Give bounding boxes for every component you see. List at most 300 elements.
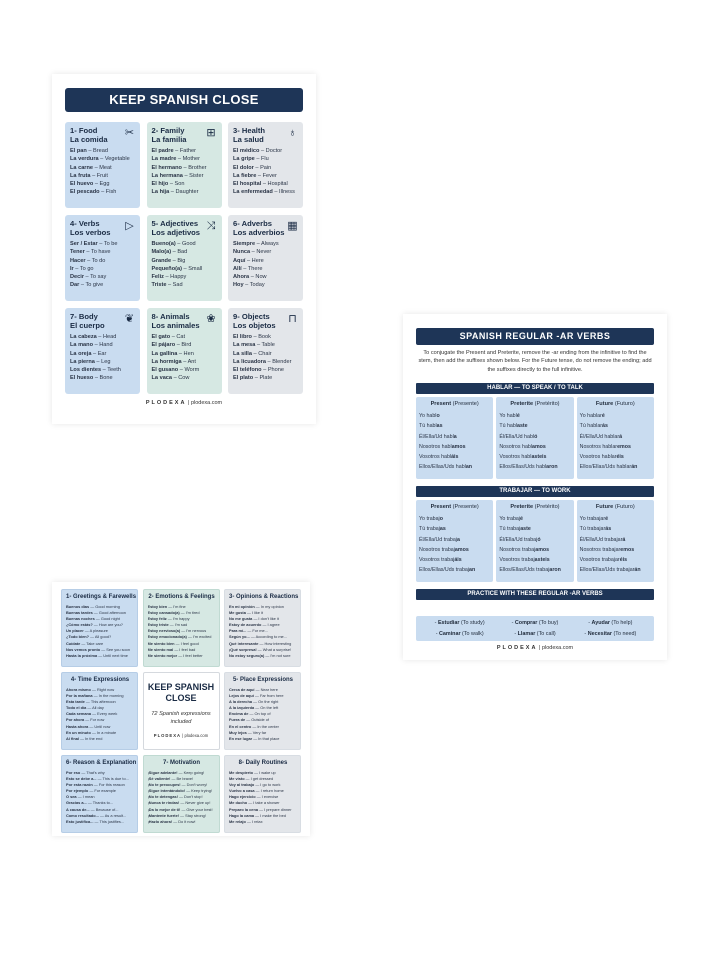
separator: — xyxy=(84,717,91,723)
separator: – xyxy=(181,164,189,171)
translation: Because of... xyxy=(95,806,119,812)
separator: – xyxy=(168,181,175,188)
card-title-en: 9- Objects xyxy=(233,312,270,321)
term: El hijo xyxy=(151,181,169,188)
vocab-row xyxy=(70,333,136,341)
translation: I mean xyxy=(82,794,95,800)
translation: Doctor xyxy=(265,148,283,154)
vocab-row xyxy=(152,248,218,256)
term: Hoy xyxy=(233,282,244,289)
term: Buenas noches xyxy=(66,616,95,622)
term: El pájaro xyxy=(151,342,176,349)
conjugation-row xyxy=(419,421,490,431)
term: Qué interesante xyxy=(229,640,259,646)
center-subtitle xyxy=(144,710,219,726)
separator: – xyxy=(245,257,252,264)
separator: — xyxy=(253,693,260,699)
term: Hasta la próxima xyxy=(66,652,98,658)
separator: – xyxy=(255,241,261,247)
separator: — xyxy=(89,604,96,609)
translation: Very far xyxy=(252,729,267,735)
card-adjectives xyxy=(147,215,222,301)
separator: — xyxy=(252,616,259,622)
term: Aquí xyxy=(233,257,246,264)
translation: I'm fine xyxy=(173,604,186,609)
term: Cada semana xyxy=(66,711,92,717)
separator: — xyxy=(88,788,95,794)
translation: What a surprise! xyxy=(262,646,292,652)
stem: Yo trabajar xyxy=(579,516,606,522)
term: El pescado xyxy=(70,189,100,196)
translation: Father xyxy=(179,148,196,154)
separator: – xyxy=(96,334,103,340)
card-title-en: 3- Health xyxy=(233,126,266,135)
translation: Never give up! xyxy=(185,800,211,806)
translation: Don't worry! xyxy=(186,782,208,788)
stem: Vosotros trabajar xyxy=(579,557,620,564)
separator: – xyxy=(91,350,98,357)
sheet-title: SPANISH REGULAR -AR VERBS xyxy=(416,328,654,345)
brand-footer: PLODEXA | plodexa.com xyxy=(496,645,574,651)
card-motivation xyxy=(143,755,220,833)
translation: On the right xyxy=(258,699,279,705)
expression-row xyxy=(66,736,134,742)
suffix: é xyxy=(520,516,523,522)
center-title-card xyxy=(143,672,220,750)
verb-table-trabajar xyxy=(416,500,654,582)
stem: Él/Ella/Ud habl xyxy=(419,433,454,440)
separator: – xyxy=(175,342,182,349)
separator: – xyxy=(254,156,261,163)
card-title-en: 6- Adverbs xyxy=(233,219,272,228)
translation: I'm happy xyxy=(172,616,190,622)
translation: Sister xyxy=(189,172,204,179)
term: El gato xyxy=(151,334,171,340)
separator: — xyxy=(76,794,83,800)
translation: Good xyxy=(181,241,196,247)
suffix: amos xyxy=(454,546,469,553)
term: ¡Nunca te rindas! xyxy=(147,800,180,806)
translation: Until next time xyxy=(103,652,128,658)
conjugation-row xyxy=(580,421,651,431)
card-greetings xyxy=(61,589,138,667)
tense-name: Preterite xyxy=(510,401,534,407)
term: No estoy seguro(a) xyxy=(229,652,265,658)
card-objects xyxy=(228,308,303,394)
term: Los dientes xyxy=(70,367,102,374)
separator: — xyxy=(92,693,99,699)
brand-logo: PLODEXA xyxy=(496,645,538,651)
suffix: án xyxy=(634,567,641,574)
vocab-row xyxy=(70,172,136,180)
translation: Bad xyxy=(177,249,188,256)
translation: Daughter xyxy=(175,189,199,196)
separator: — xyxy=(180,806,187,812)
translation: Mother xyxy=(182,156,201,163)
suffix: é xyxy=(601,413,605,419)
translation: I get dressed xyxy=(250,776,274,782)
separator: — xyxy=(98,812,105,818)
verb: Comprar xyxy=(514,620,538,626)
suffix: ó xyxy=(534,433,538,440)
suffix: aron xyxy=(549,567,561,574)
separator: — xyxy=(88,723,95,729)
term: Por eso xyxy=(66,770,81,775)
card-body xyxy=(65,308,140,394)
suffix: aste xyxy=(517,423,528,430)
term: La mano xyxy=(70,342,94,349)
suffix: é xyxy=(605,516,609,522)
card-title-es: Los verbos xyxy=(70,228,111,237)
practice-header: PRACTICE WITH THESE REGULAR -AR VERBS xyxy=(416,589,654,600)
conjugation-row xyxy=(499,452,570,462)
translation: To be xyxy=(103,241,118,247)
term: Triste xyxy=(151,282,167,289)
suffix: a xyxy=(456,536,460,543)
translation: I prepare dinner xyxy=(264,806,292,812)
vocab-row xyxy=(70,281,136,289)
translation: Phone xyxy=(267,367,285,374)
translation: Thanks to... xyxy=(92,800,114,806)
suffix: amos xyxy=(535,546,550,553)
separator: – xyxy=(261,181,268,188)
separator: — xyxy=(247,800,254,806)
stem: Ellos/Ellas/Uds habl xyxy=(499,464,547,471)
card-time xyxy=(61,672,138,750)
term: Esta tarde xyxy=(66,699,85,705)
card-verbs xyxy=(65,215,140,301)
conjugation-row xyxy=(499,535,570,545)
vocab-row xyxy=(152,265,218,273)
term: En ese lugar xyxy=(229,735,253,741)
separator: – xyxy=(177,350,184,357)
stem: Yo hablar xyxy=(579,413,602,419)
separator: — xyxy=(254,687,261,692)
card-animals xyxy=(147,308,222,394)
translation: To go xyxy=(79,265,94,272)
separator: — xyxy=(249,634,256,640)
intro-text: To conjugate the Present and Preterite, remove the -ar ending from the infinitive to find the stem, then add the suffixes shown below. For the Future tense, do not remove the ending; add the suffixes directly to the full infinitive. xyxy=(418,350,652,373)
translation: (To walk) xyxy=(460,630,484,637)
term: Hacer xyxy=(70,257,86,264)
separator: — xyxy=(245,610,252,616)
tense-name-es: (Presente) xyxy=(451,401,479,407)
term: Cerca de aquí xyxy=(229,687,255,692)
separator: – xyxy=(101,367,108,374)
separator: — xyxy=(254,604,261,609)
term: En mi opinión xyxy=(229,604,255,609)
translation: For me... xyxy=(252,628,268,634)
separator: — xyxy=(86,705,93,711)
translation: Here xyxy=(251,257,264,264)
translation: On the left xyxy=(260,705,279,711)
suffix: an xyxy=(469,567,476,574)
translation: Egg xyxy=(99,181,110,188)
separator: — xyxy=(179,800,186,806)
separator: – xyxy=(250,249,257,256)
term: Al final xyxy=(66,735,79,741)
term: Todo el día xyxy=(66,705,87,711)
translation: To give xyxy=(85,282,104,289)
vocab-row xyxy=(152,257,218,265)
translation: (To study) xyxy=(459,620,485,626)
vocabulary-grid xyxy=(65,122,303,394)
stem: Nosotros trabaj xyxy=(419,546,455,553)
vocab-row xyxy=(70,273,136,281)
stem: Tú hablar xyxy=(579,423,603,430)
expression-row xyxy=(229,736,297,742)
conjugation-row xyxy=(499,524,570,534)
translation: Chair xyxy=(258,350,272,357)
term: Estoy feliz xyxy=(147,616,167,622)
conjugation-row xyxy=(499,421,570,431)
stem: Nosotros habl xyxy=(419,443,452,450)
separator: – xyxy=(251,334,259,340)
translation: Head xyxy=(102,334,117,340)
tense-header xyxy=(499,504,570,510)
vocab-row xyxy=(70,265,136,273)
separator: – xyxy=(181,265,189,272)
translation: Pain xyxy=(260,164,272,171)
paw-icon: ❀ xyxy=(206,313,216,325)
term: Hasta ahora xyxy=(66,723,89,729)
card-title-es: La salud xyxy=(233,135,264,144)
suffix: éis xyxy=(616,454,624,461)
brand-logo: PLODEXA xyxy=(145,400,187,406)
stem: Vosotros hablar xyxy=(579,454,617,461)
tense-name-es: (Pretérito) xyxy=(533,504,560,510)
vocab-row xyxy=(152,350,218,358)
term: La hija xyxy=(151,189,170,196)
expressions-grid xyxy=(61,589,301,833)
vocab-row xyxy=(70,358,136,366)
term: Buenos días xyxy=(66,604,90,609)
translation: (To buy) xyxy=(537,620,559,626)
tense-header xyxy=(499,401,570,407)
center-title-line: CLOSE xyxy=(165,693,197,703)
term: La enfermedad xyxy=(233,189,273,196)
separator: – xyxy=(253,375,260,382)
verb-header-trabajar: TRABAJAR — TO WORK xyxy=(416,486,654,497)
practice-item xyxy=(422,630,497,640)
term: Estoy bien xyxy=(147,604,168,609)
translation: Book xyxy=(258,334,271,340)
term: ¡No te detengas! xyxy=(147,794,178,800)
verb: Llamar xyxy=(517,630,536,637)
translation: Good afternoon xyxy=(98,610,126,616)
conjugation-row xyxy=(499,555,570,565)
translation: I'm not sure xyxy=(270,652,291,658)
card-title-es: Los adverbios xyxy=(233,228,285,237)
conjugation-row xyxy=(580,452,651,462)
term: El gusano xyxy=(151,367,179,374)
term: Ir xyxy=(70,265,74,272)
vocab-row xyxy=(233,366,299,374)
vocab-row xyxy=(152,358,218,366)
conjugation-row xyxy=(580,411,651,421)
separator: – xyxy=(163,274,171,281)
separator: — xyxy=(84,699,91,705)
term: ¡Da lo mejor de ti! xyxy=(147,806,181,812)
term: En el centro xyxy=(229,723,252,729)
term: A causa de... xyxy=(66,806,90,812)
separator: — xyxy=(261,622,268,628)
tense-name: Present xyxy=(430,401,452,407)
translation: In the morning xyxy=(98,693,124,699)
card-title: 5- Place Expressions xyxy=(232,677,294,683)
suffix: asteis xyxy=(531,454,547,461)
card-title: 6- Reason & Explanation xyxy=(66,760,137,766)
vocab-row xyxy=(152,333,218,341)
translation: According to me... xyxy=(255,634,287,640)
translation: I agree xyxy=(267,622,280,628)
tense-name: Future xyxy=(595,401,614,407)
term: La silla xyxy=(233,350,252,357)
separator: – xyxy=(86,148,94,154)
stem: Él/Ella/Ud trabaj xyxy=(499,536,538,543)
conjugation-row xyxy=(580,565,651,575)
stem: Vosotros trabaj xyxy=(419,557,455,564)
tense-header xyxy=(580,401,651,407)
separator: — xyxy=(86,800,93,806)
vocab-row xyxy=(152,281,218,289)
vocab-row xyxy=(233,257,299,265)
ar-verbs-sheet xyxy=(403,314,667,660)
separator: — xyxy=(96,776,103,782)
expression-row xyxy=(66,653,134,659)
stem: Ellos/Ellas/Uds trabaj xyxy=(499,567,550,574)
suffix: aron xyxy=(546,464,558,471)
vocab-row xyxy=(152,341,218,349)
separator: – xyxy=(181,358,188,365)
vocab-row xyxy=(233,180,299,188)
vocab-row xyxy=(233,341,299,349)
conjugation-row xyxy=(580,535,651,545)
translation: I'm nervous xyxy=(186,628,207,634)
term: El plato xyxy=(233,375,254,382)
translation: Vegetable xyxy=(104,156,130,163)
card-title-en: 4- Verbs xyxy=(70,219,100,228)
card-place xyxy=(224,672,301,750)
suffix: ás xyxy=(605,526,612,533)
translation: In a minute xyxy=(96,729,117,735)
separator: — xyxy=(179,610,186,616)
term: Voy al trabajo xyxy=(229,782,255,788)
expression-row xyxy=(148,653,216,659)
translation: To have xyxy=(90,249,111,256)
vocab-row xyxy=(152,374,218,382)
suffix: áis xyxy=(451,454,459,461)
term: Allí xyxy=(233,265,242,272)
conjugation-row xyxy=(580,524,651,534)
term: Hago ejercicio xyxy=(229,794,256,800)
vocab-row xyxy=(233,333,299,341)
translation: Meat xyxy=(99,164,112,171)
term: Estoy cansado(a) xyxy=(147,610,180,616)
vocab-row xyxy=(70,374,136,382)
verb: Estudiar xyxy=(437,620,460,626)
stem: Vosotros habl xyxy=(419,454,452,461)
conjugation-row xyxy=(499,565,570,575)
translation: Cat xyxy=(176,334,186,340)
vocab-row xyxy=(152,188,218,196)
translation: I relax xyxy=(251,818,263,824)
vocab-row xyxy=(70,155,136,163)
term: Siempre xyxy=(233,241,256,247)
translation: Every week xyxy=(97,711,118,717)
translation: In the center xyxy=(257,723,279,729)
conjugation-row xyxy=(419,565,490,575)
term: Lejos de aquí xyxy=(229,693,254,699)
separator: – xyxy=(243,282,250,289)
term: El pan xyxy=(70,148,87,154)
stem: Ellos/Ellas/Uds habl xyxy=(419,464,466,471)
suffix: as xyxy=(436,423,443,430)
separator: — xyxy=(252,699,259,705)
translation: How interesting xyxy=(264,640,292,646)
translation: Cow xyxy=(178,375,190,382)
suffix: o xyxy=(436,413,440,419)
separator: — xyxy=(180,628,187,634)
tense-present xyxy=(416,397,493,479)
expression-row xyxy=(148,819,216,825)
translation: Big xyxy=(177,257,186,264)
conjugation-row xyxy=(419,452,490,462)
term: La carne xyxy=(70,164,94,171)
term: El médico xyxy=(233,148,260,154)
separator: — xyxy=(80,640,87,646)
translation: For this reason xyxy=(98,782,125,788)
center-subtitle-line: 72 Spanish expressions xyxy=(151,711,211,717)
separator: – xyxy=(261,367,268,374)
expression-row xyxy=(66,819,134,825)
tense-header xyxy=(419,401,490,407)
translation: Keep going! xyxy=(183,770,205,775)
brand-site: plodexa.com xyxy=(184,733,209,738)
translation: I take a shower xyxy=(253,800,280,806)
separator: — xyxy=(172,818,179,824)
suffix: asteis xyxy=(534,557,550,564)
shuffle-icon: ⤨ xyxy=(206,220,216,232)
verb: Ayudar xyxy=(591,620,610,626)
tense-name: Present xyxy=(430,504,452,510)
tense-future xyxy=(577,397,654,479)
translation: I feel bad xyxy=(179,646,196,652)
vocab-row xyxy=(70,366,136,374)
conjugation-row xyxy=(419,432,490,442)
vocab-row xyxy=(233,350,299,358)
suffix: éis xyxy=(619,557,628,564)
term: A la derecha xyxy=(229,699,252,705)
stem: Ellos/Ellas/Uds trabajar xyxy=(579,567,635,574)
separator: — xyxy=(89,806,96,812)
separator: | xyxy=(181,733,185,738)
conjugation-row xyxy=(580,555,651,565)
vocab-row xyxy=(233,155,299,163)
bullet: - xyxy=(435,630,439,637)
term: El hueso xyxy=(70,375,94,382)
translation: Ant xyxy=(187,358,196,365)
translation: I don't like it xyxy=(258,616,279,622)
term: ¿Todo bien? xyxy=(66,634,90,640)
term: La verdura xyxy=(70,156,99,163)
card-title-es: La comida xyxy=(70,135,108,144)
term: La fiebre xyxy=(233,172,257,179)
play-icon: ▷ xyxy=(125,220,134,232)
suffix: a xyxy=(453,433,457,440)
term: Feliz xyxy=(151,274,164,281)
translation: I'm tired xyxy=(185,610,200,616)
